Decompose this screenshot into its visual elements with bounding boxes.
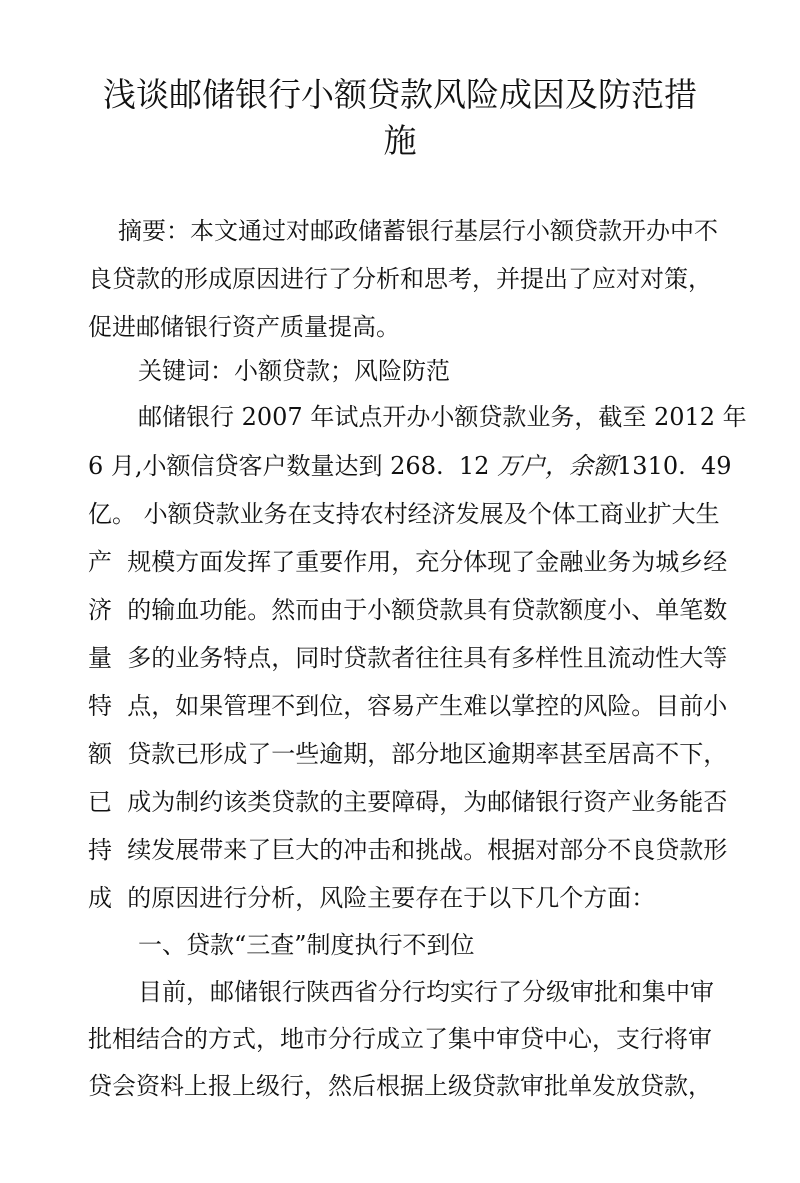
body-para1-line-1: 邮储银行 2007 年试点开办小额贷款业务，截至 2012 年 bbox=[138, 403, 747, 431]
line2-end: 1310. 49 bbox=[617, 452, 732, 480]
body-para1-line-10: 持 续发展带来了巨大的冲击和挑战。根据对部分不良贷款形 bbox=[88, 836, 728, 864]
body-para2-line-3: 贷会资料上报上级行，然后根据上级贷款审批单发放贷款， bbox=[88, 1072, 712, 1100]
abstract-line-2: 良贷款的形成原因进行了分析和思考，并提出了应对对策， bbox=[88, 265, 712, 293]
body-para1-line-6: 量 多的业务特点，同时贷款者往往具有多样性且流动性大等 bbox=[88, 644, 728, 672]
body-para1-line-9: 已 成为制约该类贷款的主要障碍，为邮储银行资产业务能否 bbox=[88, 788, 728, 816]
line2-italic-text: 万户，余额 bbox=[497, 452, 618, 480]
abstract-line-1: 摘要：本文通过对邮政储蓄银行基层行小额贷款开办中不 bbox=[118, 217, 718, 245]
body-para1-line-4: 产 规模方面发挥了重要作用，充分体现了金融业务为城乡经 bbox=[88, 548, 728, 576]
body-para1-line-2 bbox=[88, 451, 732, 481]
section-heading-1: 一、贷款“三查”制度执行不到位 bbox=[138, 931, 475, 959]
abstract-line-3: 促进邮储银行资产质量提高。 bbox=[88, 313, 400, 341]
body-para2-line-1: 目前，邮储银行陕西省分行均实行了分级审批和集中审 bbox=[138, 978, 714, 1006]
body-para1-line-5: 济 的输血功能。然而由于小额贷款具有贷款额度小、单笔数 bbox=[88, 596, 728, 624]
document-title-line-2: 施 bbox=[383, 121, 417, 160]
document-title-line-1: 浅谈邮储银行小额贷款风险成因及防范措 bbox=[103, 75, 697, 114]
body-para2-line-2: 批相结合的方式，地市分行成立了集中审贷中心，支行将审 bbox=[88, 1025, 712, 1053]
body-para1-line-7: 特 点，如果管理不到位，容易产生难以掌控的风险。目前小 bbox=[88, 692, 728, 720]
line2-start: 6 月,小额信贷客户数量达到 268. 12 bbox=[88, 452, 498, 480]
body-para1-line-3: 亿。 小额贷款业务在支持农村经济发展及个体工商业扩大生 bbox=[88, 500, 720, 528]
body-para1-line-11: 成 的原因进行分析，风险主要存在于以下几个方面： bbox=[88, 884, 656, 912]
keywords-line: 关键词：小额贷款；风险防范 bbox=[138, 357, 450, 385]
body-para1-line-8: 额 贷款已形成了一些逾期，部分地区逾期率甚至居高不下， bbox=[88, 740, 728, 768]
